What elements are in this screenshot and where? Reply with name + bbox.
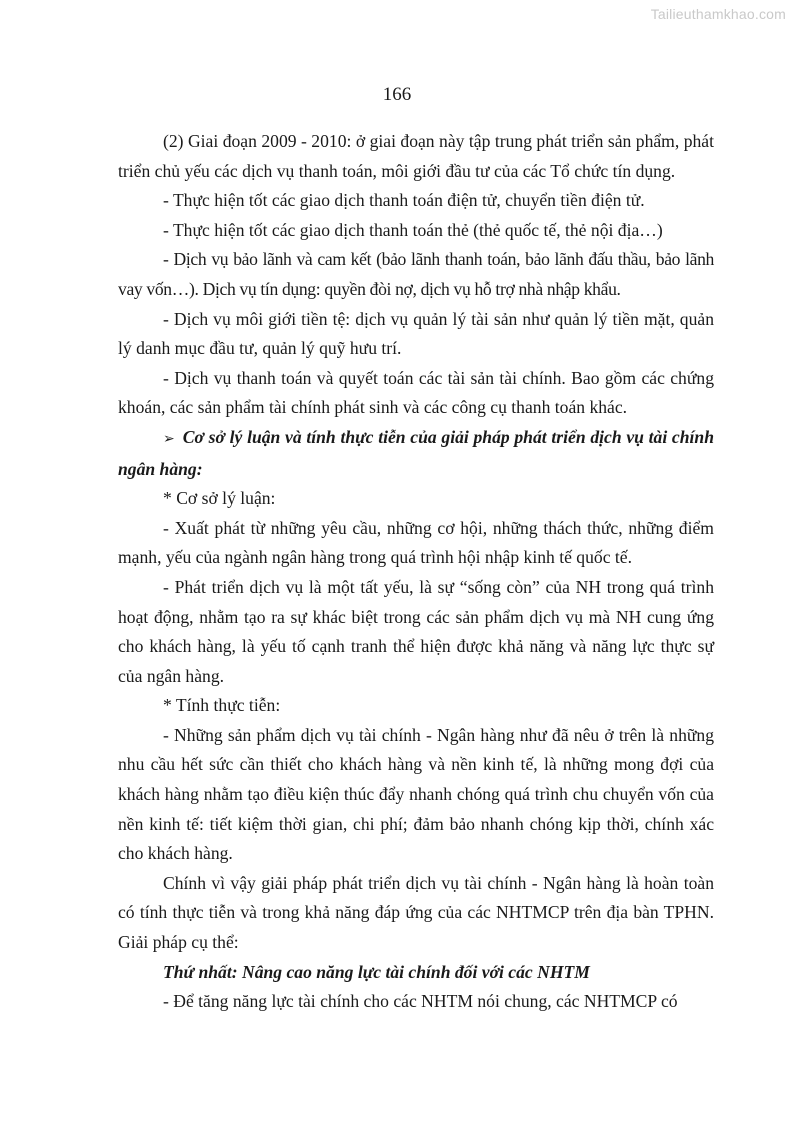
paragraph-settlement-services: - Dịch vụ thanh toán và quyết toán các tài sản tài chính. Bao gồm các chứng khoán, các sản phẩm tài chính phát sinh và các công cụ thanh toán khác. <box>118 367 714 418</box>
paragraph-practicality-1: - Những sản phẩm dịch vụ tài chính - Ngân hàng như đã nêu ở trên là những nhu cầu hết sức cần thiết cho khách hàng và nền kinh tế, là những mong đợi của khách hàng nhằm tạo điều kiện thúc đẩy nhanh chóng quá trình chu chuyển vốn của nền kinh tế: tiết kiệm thời gian, chi phí; đảm bảo nhanh chóng kịp thời, chính xác cho khách hàng. <box>118 724 714 864</box>
paragraph-electronic-payments: - Thực hiện tốt các giao dịch thanh toán điện tử, chuyển tiền điện tử. <box>163 190 645 211</box>
watermark-text: Tailieuthamkhao.com <box>650 6 786 22</box>
section-heading-text: Cơ sở lý luận và tính thực tiễn của giải pháp phát triển dịch vụ tài chính ngân hàng: <box>118 426 714 479</box>
subheading-practicality: * Tính thực tiễn: <box>163 695 281 716</box>
solution-first-heading: Thứ nhất: Nâng cao năng lực tài chính đối với các NHTM <box>163 961 590 982</box>
paragraph-solution-first: - Để tăng năng lực tài chính cho các NHTM nói chung, các NHTMCP có <box>163 991 678 1012</box>
paragraph-conclusion: Chính vì vậy giải pháp phát triển dịch vụ tài chính - Ngân hàng là hoàn toàn có tính thực tiễn và trong khả năng đáp ứng của các NHTMCP trên địa bàn TPHN. Giải pháp cụ thể: <box>118 872 714 953</box>
paragraph-theory-1: - Xuất phát từ những yêu cầu, những cơ hội, những thách thức, những điểm mạnh, yếu của ngành ngân hàng trong quá trình hội nhập kinh tế quốc tế. <box>118 517 714 568</box>
arrow-bullet-icon: ➢ <box>163 430 175 447</box>
paragraph-phase-2009-2010: (2) Giai đoạn 2009 - 2010: ở giai đoạn này tập trung phát triển sản phẩm, phát triển chủ yếu các dịch vụ thanh toán, môi giới đầu tư của các Tổ chức tín dụng. <box>118 131 714 181</box>
paragraph-card-payments: - Thực hiện tốt các giao dịch thanh toán thẻ (thẻ quốc tế, thẻ nội địa…) <box>163 219 663 240</box>
document-body <box>118 127 714 1017</box>
paragraph-brokerage-services: - Dịch vụ môi giới tiền tệ: dịch vụ quản lý tài sản như quản lý tiền mặt, quản lý danh mục đầu tư, quản lý quỹ hưu trí. <box>118 308 714 359</box>
paragraph-theory-2: - Phát triển dịch vụ là một tất yếu, là sự “sống còn” của NH trong quá trình hoạt động, nhằm tạo ra sự khác biệt trong các sản phẩm dịch vụ mà NH cung ứng cho khách hàng, là yếu tố cạnh tranh thể hiện được khả năng và năng lực thực sự của ngân hàng. <box>118 576 714 686</box>
subheading-theory: * Cơ sở lý luận: <box>163 488 276 509</box>
section-heading <box>118 423 714 484</box>
page-number: 166 <box>382 84 412 105</box>
paragraph-guarantee-services: - Dịch vụ bảo lãnh và cam kết (bảo lãnh thanh toán, bảo lãnh đấu thầu, bảo lãnh vay vốn…). Dịch vụ tín dụng: quyền đòi nợ, dịch vụ hỗ trợ nhà nhập khẩu. <box>118 249 714 299</box>
